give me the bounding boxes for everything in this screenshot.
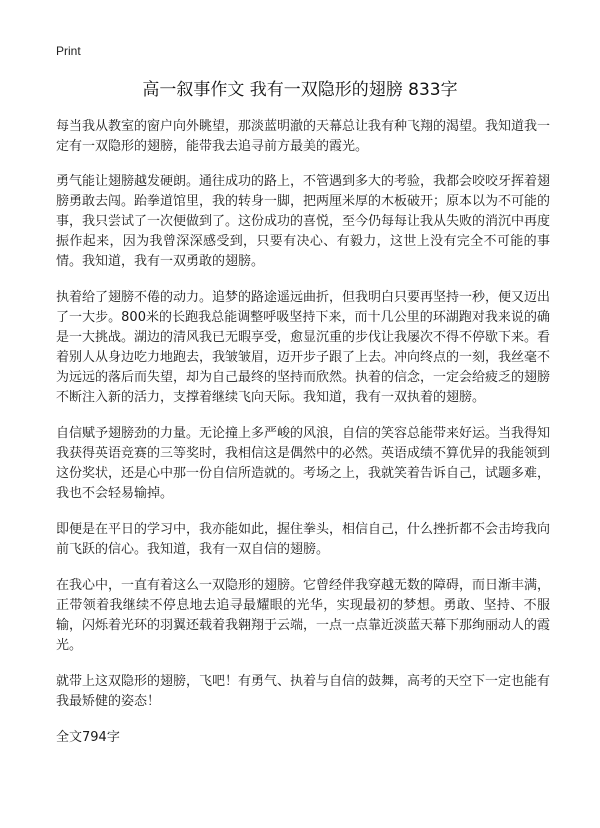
paragraph-4: 自信赋予翅膀劲的力量。无论撞上多严峻的风浪，自信的笑容总能带来好运。当我得知我获得英语竞赛的三等奖时，我相信这是偶然中的必然。英语成绩不算优异的我能领到这份奖状，还是心中那一份自信所造就的。考场之上，我就笑着告诉自己，试题多难，我也不会轻易输掉。 [56, 426, 551, 501]
paragraph-1: 每当我从教室的窗户向外眺望，那淡蓝明澈的天幕总让我有种飞翔的渴望。我知道我一定有一双隐形的翅膀，能带我去追寻前方最美的霞光。 [56, 119, 551, 154]
paragraph-5: 即便是在平日的学习中，我亦能如此，握住拳头，相信自己，什么挫折都不会击垮我向前飞跃的信心。我知道，我有一双自信的翅膀。 [56, 522, 551, 557]
print-link[interactable]: Print [56, 44, 81, 58]
paragraph-7: 就带上这双隐形的翅膀，飞吧！有勇气、执着与自信的鼓舞，高考的天空下一定也能有我最矫健的姿态！ [56, 674, 551, 709]
article-body [56, 117, 550, 748]
paragraph-3: 执着给了翅膀不倦的动力。追梦的路途遥远曲折，但我明白只要再坚持一秒，便又迈出了一大步。800米的长跑我总能调整呼吸坚持下来，而十几公里的环湖跑对我来说的确是一大挑战。湖边的清风我已无暇享受，愈显沉重的步伐让我屡次不得不停歇下来。看着别人从身边吃力地跑去，我皱皱眉，迈开步子跟了上去。冲向终点的一刻，我丝毫不为远远的落后而失望，却为自己最终的坚持而欣然。执着的信念，一定会给疲乏的翅膀不断注入新的活力，支撑着继续飞向天际。我知道，我有一双执着的翅膀。 [56, 290, 551, 405]
paragraph-6: 在我心中，一直有着这么一双隐形的翅膀。它曾经伴我穿越无数的障碍，而日渐丰满，正带领着我继续不停息地去追寻最耀眼的光华，实现最初的梦想。勇敢、坚持、不服输，闪烁着光环的羽翼还载着我翱翔于云端，一点一点靠近淡蓝天幕下那绚丽动人的霞光。 [56, 578, 551, 653]
page-title: 高一叙事作文 我有一双隐形的翅膀 833字 [142, 80, 458, 100]
paragraph-2: 勇气能让翅膀越发硬朗。通往成功的路上，不管遇到多大的考验，我都会咬咬牙挥着翅膀勇敢去闯。跆拳道馆里，我的转身一脚，把两厘米厚的木板破开；原本以为不可能的事，我只尝试了一次便做到了。这份成功的喜悦，至今仍每每让我从失败的消沉中再度振作起来，因为我曾深深感受到，只要有决心、有毅力，这世上没有完全不可能的事情。我知道，我有一双勇敢的翅膀。 [56, 174, 551, 269]
word-count: 全文794字 [56, 730, 120, 745]
